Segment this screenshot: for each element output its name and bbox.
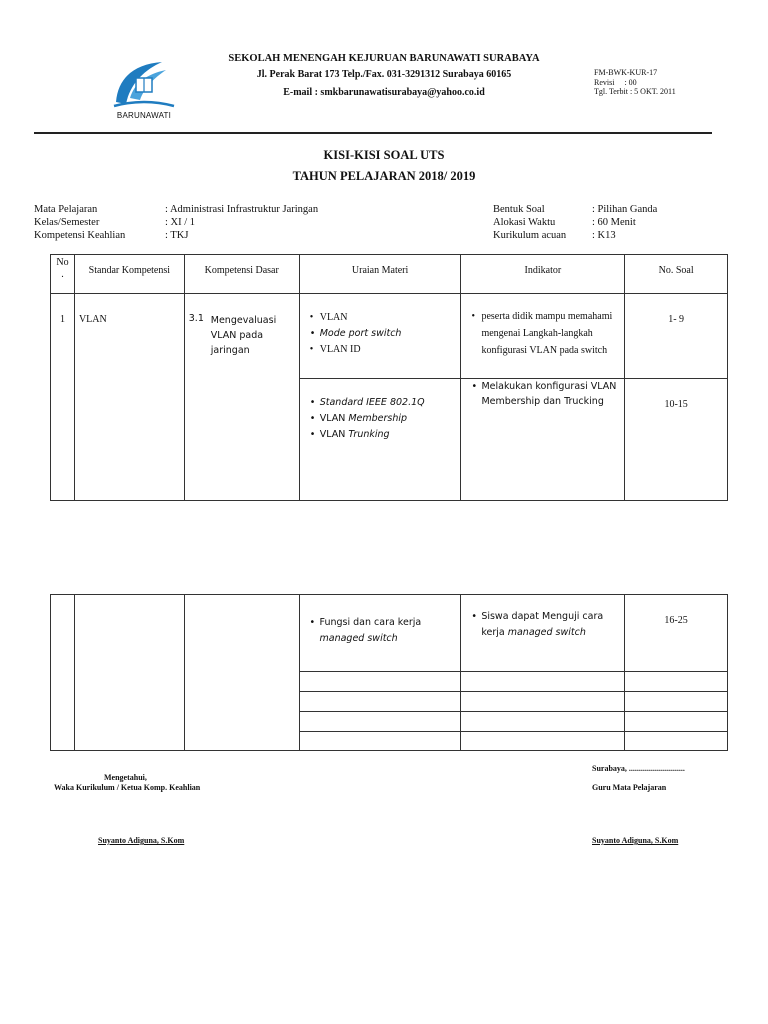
footer-right-name: Suyanto Adiguna, S.Kom bbox=[592, 836, 679, 845]
info-right-labels bbox=[493, 203, 566, 242]
info-right-values bbox=[592, 203, 657, 242]
header-indikator: Indikator bbox=[461, 255, 625, 294]
header-kompetensi-dasar: Kompetensi Dasar bbox=[184, 255, 299, 294]
materi-text-italic: managed switch bbox=[319, 633, 398, 644]
materi-text-italic: Membership bbox=[348, 413, 408, 424]
kd-number: 3.1 bbox=[188, 313, 204, 324]
footer-right-role: Guru Mata Pelajaran bbox=[592, 783, 667, 792]
table-row bbox=[51, 595, 728, 672]
indikator-item bbox=[481, 609, 620, 641]
row2-no bbox=[51, 595, 75, 751]
row-no: 1 bbox=[51, 294, 75, 501]
school-email: E-mail : smkbarunawatisurabaya@yahoo.co.id bbox=[283, 87, 485, 98]
doc-title: KISI-KISI SOAL UTS bbox=[323, 148, 445, 162]
row-no-soal-b: 10-15 bbox=[625, 379, 728, 501]
table-header-row bbox=[51, 255, 728, 294]
empty-cell bbox=[461, 692, 625, 712]
kisi-table-2 bbox=[50, 594, 728, 751]
materi-list bbox=[306, 310, 457, 358]
empty-cell bbox=[299, 712, 461, 732]
materi-item: • VLAN ID bbox=[320, 342, 457, 358]
row2-no-soal: 16-25 bbox=[625, 595, 728, 672]
info-value: : Pilihan Ganda bbox=[592, 204, 658, 215]
indikator-item: • peserta didik mampu memahami mengenai Langkah-langkah konfigurasi VLAN pada switch bbox=[481, 308, 620, 359]
info-label: Mata Pelajaran bbox=[34, 204, 98, 215]
row-kompetensi-dasar bbox=[184, 294, 299, 501]
empty-cell bbox=[461, 712, 625, 732]
header-no-text: No bbox=[56, 257, 69, 268]
indikator-list bbox=[467, 379, 620, 409]
header-divider bbox=[34, 132, 712, 134]
row2-standar-kompetensi bbox=[74, 595, 184, 751]
info-left-values bbox=[165, 203, 318, 242]
info-label: Kelas/Semester bbox=[34, 217, 100, 228]
school-address: Jl. Perak Barat 173 Telp./Fax. 031-3291312 Surabaya 60165 bbox=[256, 69, 512, 80]
logo-text: BARUNAWATI bbox=[116, 111, 172, 120]
row2-kompetensi-dasar bbox=[184, 595, 299, 751]
row-standar-kompetensi: VLAN bbox=[74, 294, 184, 501]
materi-text-italic: Trunking bbox=[348, 429, 390, 440]
row-materi-a bbox=[299, 294, 461, 379]
footer-place-date: Surabaya, ............................ bbox=[592, 764, 685, 773]
materi-list bbox=[306, 615, 457, 647]
materi-text: VLAN bbox=[319, 413, 349, 424]
row-indikator-b bbox=[461, 379, 625, 501]
document-code bbox=[594, 68, 676, 97]
info-value: : K13 bbox=[592, 230, 616, 241]
empty-cell bbox=[299, 732, 461, 751]
row2-indikator bbox=[461, 595, 625, 672]
row2-materi bbox=[299, 595, 461, 672]
empty-cell bbox=[299, 672, 461, 692]
header-no-soal: No. Soal bbox=[625, 255, 728, 294]
info-label: Kompetensi Keahlian bbox=[34, 230, 126, 241]
materi-list bbox=[306, 395, 457, 443]
indikator-item: • Melakukan konfigurasi VLAN Membership dan Trucking bbox=[481, 379, 620, 409]
kd-item bbox=[189, 313, 295, 358]
header-uraian-materi: Uraian Materi bbox=[299, 255, 461, 294]
school-name: SEKOLAH MENENGAH KEJURUAN BARUNAWATI SURABAYA bbox=[228, 53, 540, 64]
indikator-text: Siswa dapat Menguji cara kerja bbox=[481, 611, 604, 638]
footer-left-name: Suyanto Adiguna, S.Kom bbox=[98, 836, 185, 845]
materi-item: • Standard IEEE 802.1Q bbox=[320, 395, 457, 411]
row-materi-b bbox=[299, 379, 461, 501]
info-value: : XI / 1 bbox=[165, 217, 196, 228]
doc-revision: Revisi : 00 bbox=[594, 77, 637, 87]
header-standar-kompetensi: Standar Kompetensi bbox=[74, 255, 184, 294]
info-label: Kurikulum acuan bbox=[493, 230, 567, 241]
materi-item bbox=[320, 427, 457, 443]
empty-cell bbox=[625, 672, 728, 692]
kisi-table-1 bbox=[50, 254, 728, 501]
materi-text: Fungsi dan cara kerja bbox=[319, 617, 422, 628]
barunawati-logo-icon bbox=[110, 58, 178, 110]
footer-acknowledged: Mengetahui, bbox=[104, 773, 147, 782]
empty-cell bbox=[625, 692, 728, 712]
doc-subtitle: TAHUN PELAJARAN 2018/ 2019 bbox=[292, 169, 476, 183]
kd-text: Mengevaluasi VLAN pada jaringan bbox=[210, 315, 277, 356]
materi-text: VLAN bbox=[319, 429, 349, 440]
materi-item: • VLAN bbox=[320, 310, 457, 326]
row-indikator-a bbox=[461, 294, 625, 379]
info-value: : TKJ bbox=[165, 230, 189, 241]
empty-cell bbox=[461, 732, 625, 751]
doc-code: FM-BWK-KUR-17 bbox=[594, 68, 658, 77]
empty-cell bbox=[299, 692, 461, 712]
materi-item: • Mode port switch bbox=[320, 326, 457, 342]
info-value: : Administrasi Infrastruktur Jaringan bbox=[165, 204, 319, 215]
indikator-list bbox=[467, 308, 620, 359]
info-left-labels bbox=[34, 203, 125, 242]
header-no-dot: . bbox=[61, 269, 64, 280]
info-value: : 60 Menit bbox=[592, 217, 636, 228]
indikator-list bbox=[467, 609, 620, 641]
doc-issue-date: Tgl. Terbit : 5 OKT. 2011 bbox=[594, 87, 676, 96]
footer-left-role: Waka Kurikulum / Ketua Komp. Keahlian bbox=[54, 783, 201, 792]
empty-cell bbox=[625, 732, 728, 751]
materi-item bbox=[320, 411, 457, 427]
materi-item bbox=[320, 615, 457, 647]
empty-cell bbox=[461, 672, 625, 692]
table-row bbox=[51, 294, 728, 379]
row-no-soal-a: 1- 9 bbox=[625, 294, 728, 379]
empty-cell bbox=[625, 712, 728, 732]
info-label: Alokasi Waktu bbox=[493, 217, 556, 228]
indikator-text-italic: managed switch bbox=[507, 627, 586, 638]
info-label: Bentuk Soal bbox=[493, 204, 545, 215]
header-no bbox=[51, 255, 75, 294]
